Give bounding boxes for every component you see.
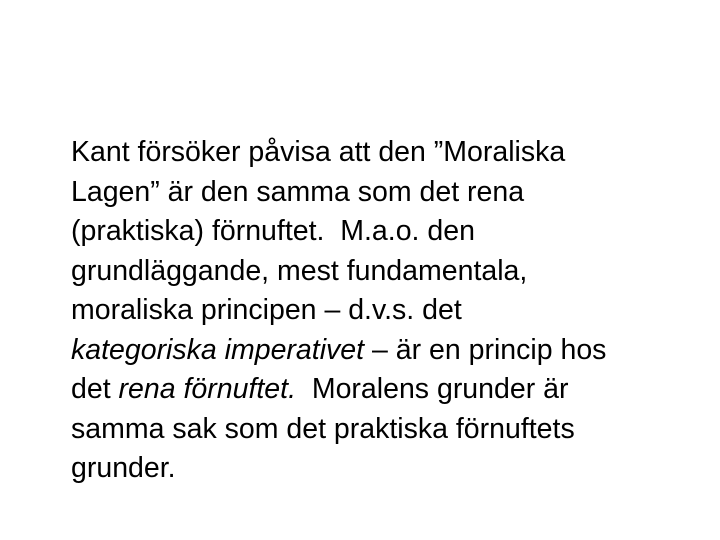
text-run: – är en princip hos — [364, 333, 607, 366]
text-line — [71, 133, 701, 173]
italic-term: rena förnuftet. — [118, 373, 296, 405]
italic-term: kategoriska imperativet — [71, 333, 365, 366]
text-run: (praktiska) förnuftet. M.a.o. den — [71, 215, 475, 247]
text-run: Moralens grunder är — [296, 373, 569, 405]
text-run: det — [71, 373, 119, 405]
text-run: grundläggande, mest fundamentala, — [71, 254, 528, 287]
text-line — [71, 331, 701, 371]
text-line — [71, 370, 701, 410]
text-line — [71, 410, 701, 450]
text-run: samma sak som det praktiska förnuftets — [71, 412, 575, 445]
text-run: grunder. — [71, 452, 176, 484]
text-line — [71, 252, 701, 292]
text-run: Lagen” är den samma som det rena — [71, 175, 525, 208]
text-line — [71, 173, 701, 213]
text-line — [71, 291, 701, 331]
text-run: moraliska principen – d.v.s. det — [71, 294, 462, 326]
text-line — [71, 449, 701, 489]
text-line — [71, 212, 701, 252]
body-paragraph — [71, 133, 701, 489]
text-run: Kant försöker påvisa att den ”Moraliska — [71, 136, 566, 168]
